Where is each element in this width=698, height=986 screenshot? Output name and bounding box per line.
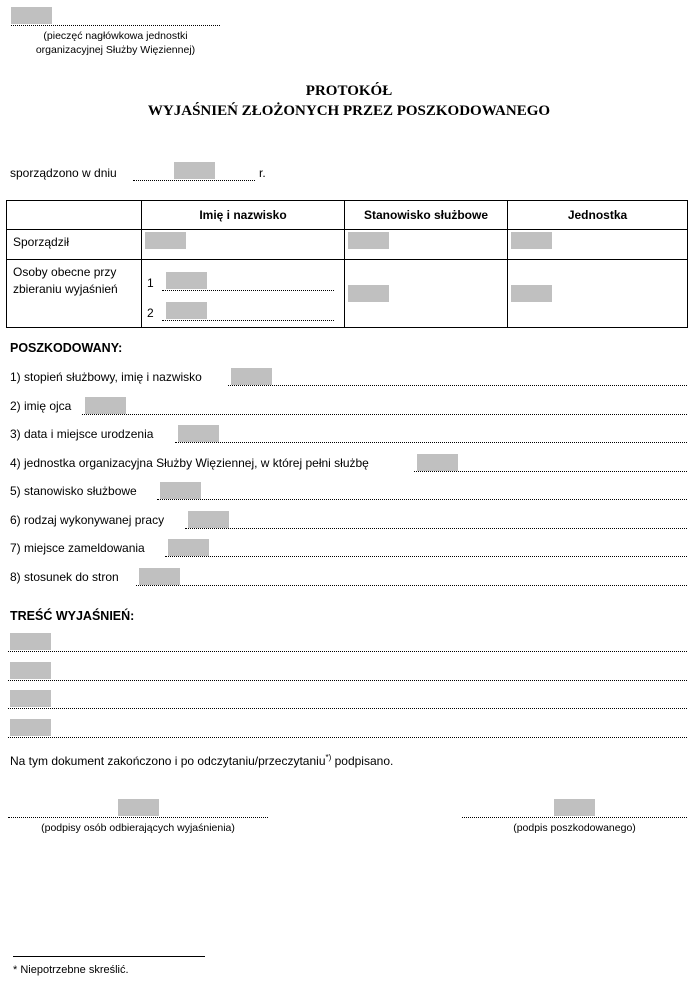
header-empty [7,201,142,230]
document-title: PROTOKÓŁ [305,83,393,99]
footnote-text: * Niepotrzebne skreślić. [13,964,129,976]
present-2-line [162,320,334,321]
injured-heading: POSZKODOWANY: [10,341,123,355]
right-signature-line [462,817,687,818]
injured-field-input[interactable] [231,368,272,385]
row-label-present: Osoby obecne przy zbieraniu wyjaśnień [13,265,118,296]
injured-field-line [185,528,687,529]
injured-field-label: 4) jednostka organizacyjna Służby Więziennej, w której pełni służbę [10,456,369,470]
document-subtitle: WYJAŚNIEŃ ZŁOŻONYCH PRZEZ POSZKODOWANEGO [147,103,551,119]
injured-field-input[interactable] [139,568,180,585]
date-field[interactable] [174,162,215,179]
injured-field-line [414,471,687,472]
explanation-line [8,680,687,681]
sporzadzil-unit-field[interactable] [511,232,552,249]
sporzadzil-name-field[interactable] [145,232,186,249]
stamp-line [11,25,220,26]
present-2-name-field[interactable] [166,302,207,319]
date-label: sporządzono w dniu [10,166,117,180]
left-signature-caption: (podpisy osób odbierających wyjaśnienia) [41,822,235,834]
injured-field-line [157,499,687,500]
injured-field-line [136,585,687,586]
explanation-line-input[interactable] [10,662,51,679]
right-signature-field[interactable] [554,799,595,816]
injured-field-line [175,442,687,443]
injured-field-label: 6) rodzaj wykonywanej pracy [10,513,165,527]
injured-field-line [228,385,687,386]
date-line [133,180,255,181]
left-signature-field[interactable] [118,799,159,816]
injured-field-line [165,556,687,557]
injured-field-input[interactable] [417,454,458,471]
injured-field-input[interactable] [178,425,219,442]
header-unit: Jednostka [508,201,688,230]
left-signature-line [8,817,268,818]
explanation-line [8,737,687,738]
present-position-field[interactable] [348,285,389,302]
injured-field-label: 3) data i miejsce urodzenia [10,427,154,441]
row-label-sporzadzil: Sporządził [13,235,70,249]
present-1-line [162,290,334,291]
present-unit-field[interactable] [511,285,552,302]
present-num-1: 1 [147,276,154,290]
explanation-line-input[interactable] [10,690,51,707]
header-position: Stanowisko służbowe [345,201,508,230]
stamp-placeholder [11,7,52,24]
date-suffix: r. [259,166,266,180]
explanation-heading: TREŚĆ WYJAŚNIEŃ: [10,609,135,623]
closing-end: podpisano. [331,754,394,768]
explanation-line-input[interactable] [10,633,51,650]
explanation-line [8,651,687,652]
injured-field-input[interactable] [160,482,201,499]
explanation-line [8,708,687,709]
injured-field-input[interactable] [85,397,126,414]
injured-field-label: 2) imię ojca [10,399,72,413]
injured-field-label: 5) stanowisko służbowe [10,484,137,498]
injured-field-line [82,414,687,415]
injured-field-label: 8) stosunek do stron [10,570,119,584]
closing-text [10,753,393,768]
present-1-name-field[interactable] [166,272,207,289]
explanation-line-input[interactable] [10,719,51,736]
footnote-rule [13,956,205,957]
persons-table [6,200,688,328]
injured-field-label: 7) miejsce zameldowania [10,541,145,555]
header-name: Imię i nazwisko [142,201,345,230]
sporzadzil-position-field[interactable] [348,232,389,249]
closing-main: Na tym dokument zakończono i po odczytaniu/przeczytaniu [10,754,326,768]
present-num-2: 2 [147,306,154,320]
injured-field-input[interactable] [188,511,229,528]
injured-field-label: 1) stopień służbowy, imię i nazwisko [10,370,202,384]
right-signature-caption: (podpis poszkodowanego) [513,822,636,834]
stamp-caption: (pieczęć nagłówkowa jednostki organizacyjnej Służby Więziennej) [35,30,196,56]
closing-mark: *) [325,753,332,762]
injured-field-input[interactable] [168,539,209,556]
